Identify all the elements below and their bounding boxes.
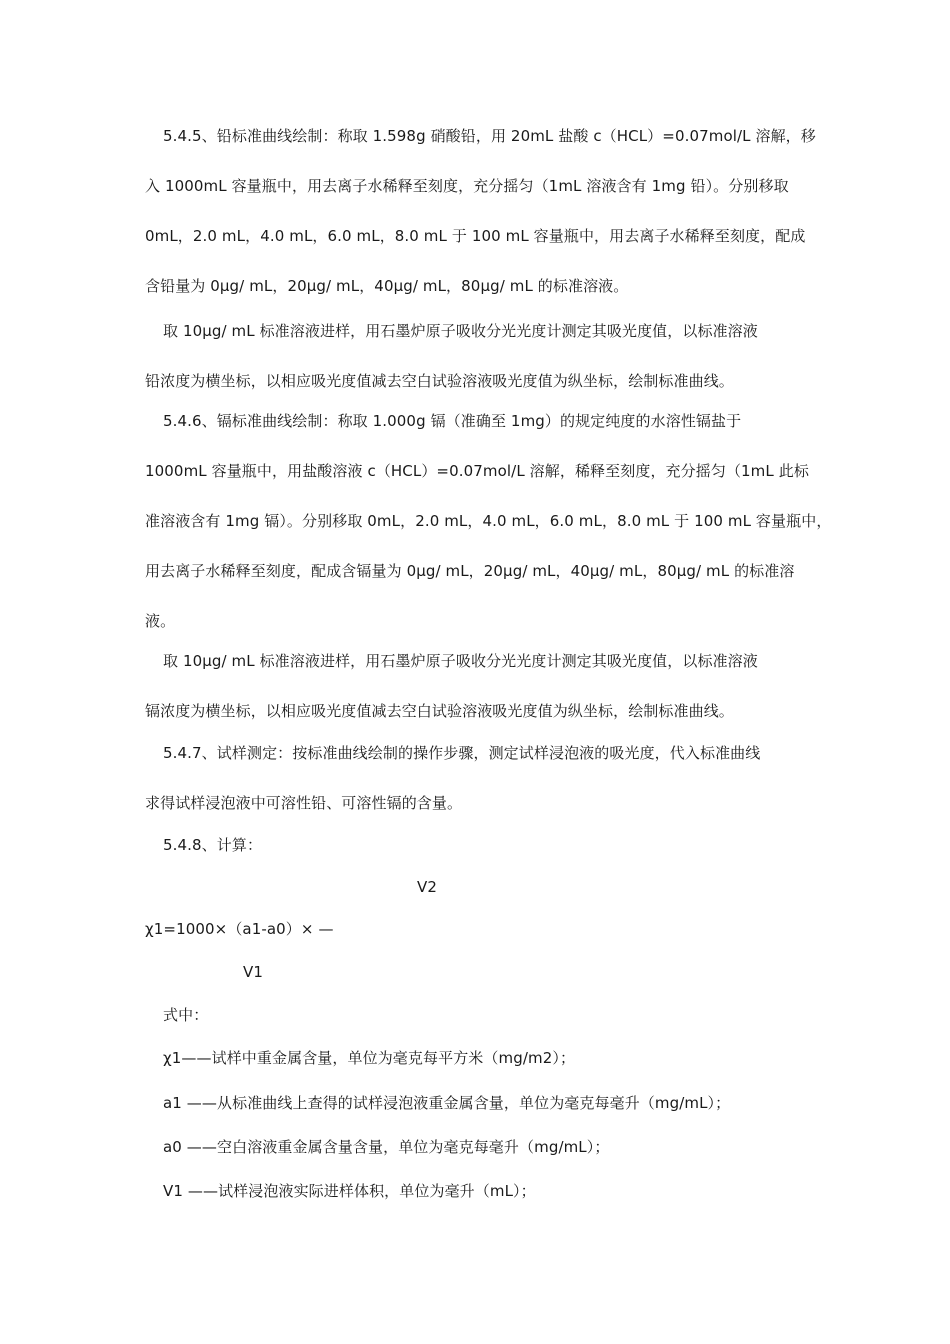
section-546-line-4: 用去离子水稀释至刻度，配成含镉量为 0μg/ mL，20μg/ mL，40μg/ mL，80μg/ mL 的标准溶 (145, 562, 795, 580)
section-545-para2-line-2: 铅浓度为横坐标，以相应吸光度值减去空白试验溶液吸光度值为纵坐标，绘制标准曲线。 (145, 372, 734, 390)
section-545-line-2: 入 1000mL 容量瓶中，用去离子水稀释至刻度，充分摇匀（1mL 溶液含有 1mg 铅）。分别移取 (145, 177, 789, 195)
formula-main: χ1=1000×（a1-a0）× — (145, 920, 334, 938)
section-545-line-3: 0mL，2.0 mL，4.0 mL，6.0 mL，8.0 mL 于 100 mL 容量瓶中，用去离子水稀释至刻度，配成 (145, 227, 806, 245)
section-547-line-2: 求得试样浸泡液中可溶性铅、可溶性镉的含量。 (145, 794, 463, 812)
definition-v1: V1 ——试样浸泡液实际进样体积，单位为毫升（mL）； (163, 1182, 536, 1200)
where-label: 式中： (163, 1006, 209, 1024)
section-547-line-1: 5.4.7、试样测定：按标准曲线绘制的操作步骤，测定试样浸泡液的吸光度，代入标准曲线 (163, 744, 761, 762)
section-545-para2-line-1: 取 10μg/ mL 标准溶液进样，用石墨炉原子吸收分光光度计测定其吸光度值，以标准溶液 (163, 322, 758, 340)
section-545-line-1: 5.4.5、铅标准曲线绘制：称取 1.598g 硝酸铅，用 20mL 盐酸 c（HCL）=0.07mol/L 溶解，移 (163, 127, 816, 145)
definition-a0: a0 ——空白溶液重金属含量含量，单位为毫克每毫升（mg/mL）； (163, 1138, 610, 1156)
section-546-line-5: 液。 (145, 612, 176, 630)
formula-denominator: V1 (243, 963, 264, 981)
definition-a1: a1 ——从标准曲线上查得的试样浸泡液重金属含量，单位为毫克每毫升（mg/mL）； (163, 1094, 731, 1112)
section-546-line-3: 准溶液含有 1mg 镉）。分别移取 0mL，2.0 mL，4.0 mL，6.0 mL，8.0 mL 于 100 mL 容量瓶中， (145, 512, 832, 530)
section-546-para2-line-1: 取 10μg/ mL 标准溶液进样，用石墨炉原子吸收分光光度计测定其吸光度值，以标准溶液 (163, 652, 758, 670)
section-546-para2-line-2: 镉浓度为横坐标，以相应吸光度值减去空白试验溶液吸光度值为纵坐标，绘制标准曲线。 (145, 702, 734, 720)
section-546-line-1: 5.4.6、镉标准曲线绘制：称取 1.000g 镉（准确至 1mg）的规定纯度的水溶性镉盐于 (163, 412, 742, 430)
definition-x1: χ1——试样中重金属含量，单位为毫克每平方米（mg/m2）； (163, 1049, 576, 1067)
section-545-line-4: 含铅量为 0μg/ mL，20μg/ mL，40μg/ mL，80μg/ mL 的标准溶液。 (145, 277, 629, 295)
section-548-heading: 5.4.8、计算： (163, 836, 263, 854)
section-546-line-2: 1000mL 容量瓶中，用盐酸溶液 c（HCL）=0.07mol/L 溶解，稀释至刻度，充分摇匀（1mL 此标 (145, 462, 809, 480)
formula-numerator: V2 (417, 878, 438, 896)
